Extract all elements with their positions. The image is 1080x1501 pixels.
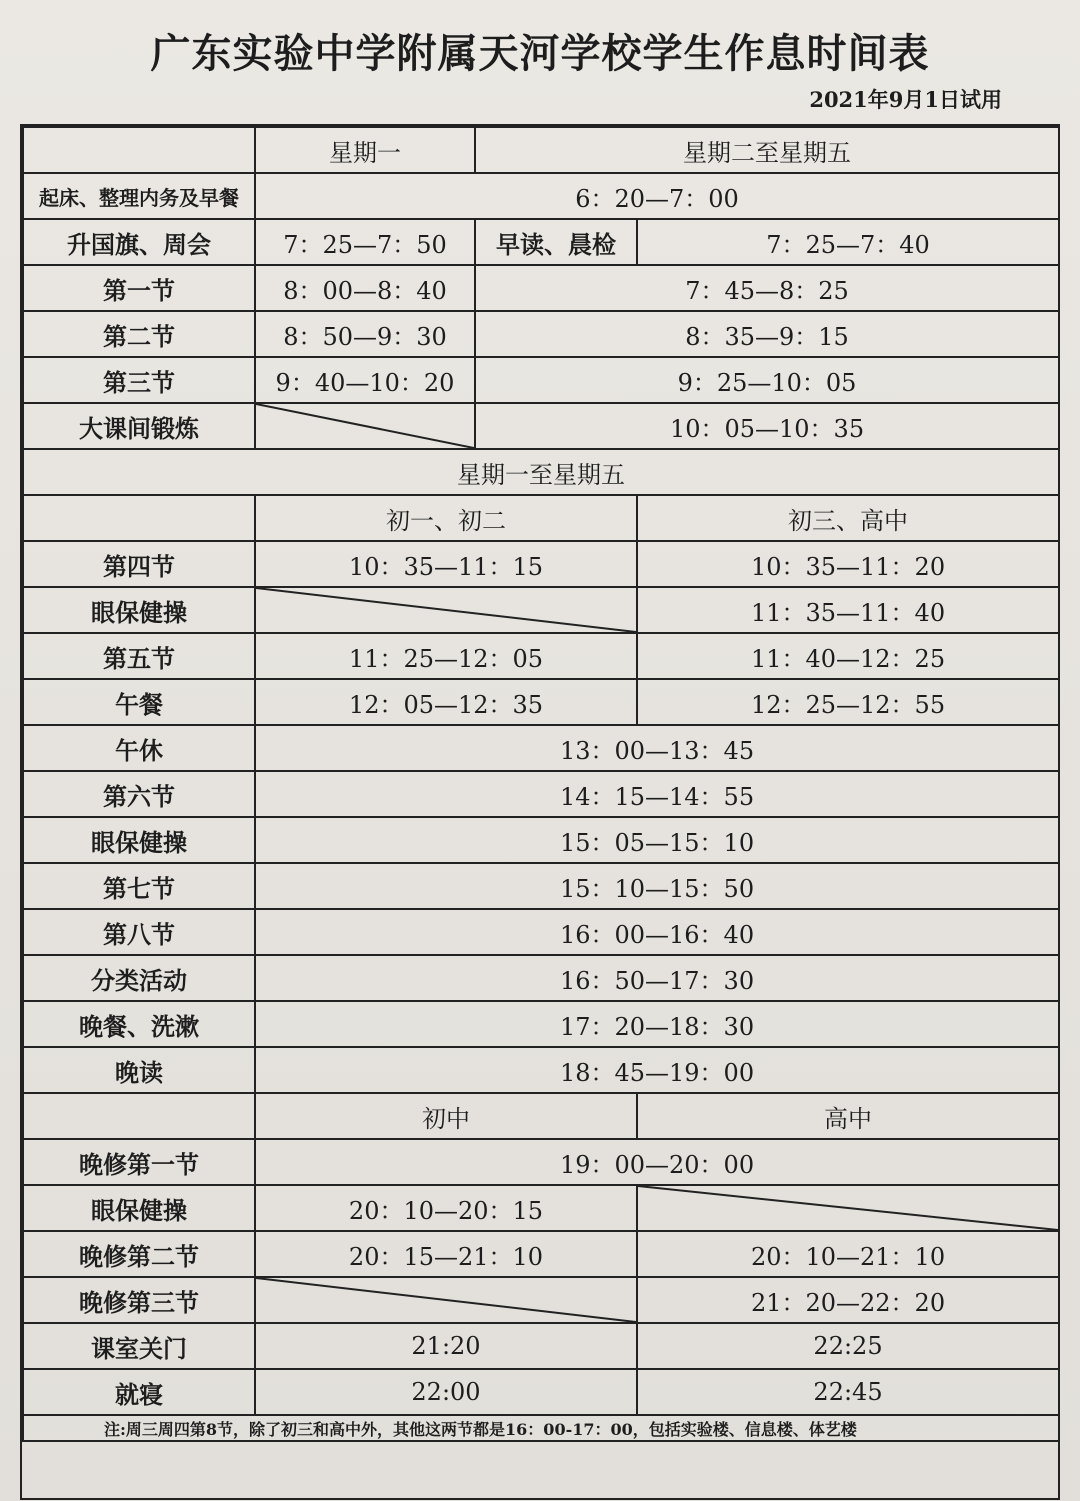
time-cell: 22:25: [637, 1323, 1059, 1369]
time-cell: 21：20—22：20: [637, 1277, 1059, 1323]
table-row: [23, 127, 1059, 173]
table-row: [23, 403, 1059, 449]
corner-cell: [23, 127, 255, 173]
row-label: 第六节: [23, 771, 255, 817]
time-cell: 7：25—7：50: [255, 219, 475, 265]
time-cell: 20：15—21：10: [255, 1231, 637, 1277]
time-cell: 10：35—11：20: [637, 541, 1059, 587]
row-label: 晚餐、洗漱: [23, 1001, 255, 1047]
table-row: [23, 633, 1059, 679]
trial-date: 2021年9月1日试用: [809, 87, 1002, 112]
empty-slash-cell: [255, 1277, 637, 1323]
time-cell: 16：50—17：30: [255, 955, 1059, 1001]
footnote: 注:周三周四第8节，除了初三和高中外，其他这两节都是16：00-17：00，包括实验楼、信息楼、体艺楼: [23, 1415, 1059, 1441]
table-row: [23, 1093, 1059, 1139]
table-row: [23, 1047, 1059, 1093]
row-label: 就寝: [23, 1369, 255, 1415]
time-cell: 10：05—10：35: [475, 403, 1059, 449]
empty-slash-cell: [255, 587, 637, 633]
table-row: [23, 173, 1059, 219]
time-cell: 20：10—21：10: [637, 1231, 1059, 1277]
page-title: 广东实验中学附属天河学校学生作息时间表: [150, 30, 930, 77]
time-cell: 10：35—11：15: [255, 541, 637, 587]
header-junior: 初中: [255, 1093, 637, 1139]
row-label: 眼保健操: [23, 587, 255, 633]
time-cell: 16：00—16：40: [255, 909, 1059, 955]
time-cell: 22:45: [637, 1369, 1059, 1415]
corner-cell: [23, 1093, 255, 1139]
row-label: 第二节: [23, 311, 255, 357]
table-row: [23, 909, 1059, 955]
table-row: [23, 1369, 1059, 1415]
section-heading: 星期一至星期五: [23, 449, 1059, 495]
table-row: [23, 863, 1059, 909]
empty-slash-cell: [637, 1185, 1059, 1231]
header-senior: 高中: [637, 1093, 1059, 1139]
time-cell: 19：00—20：00: [255, 1139, 1059, 1185]
time-cell: 12：25—12：55: [637, 679, 1059, 725]
time-cell: 6：20—7：00: [255, 173, 1059, 219]
table-row: [23, 1001, 1059, 1047]
time-cell: 8：50—9：30: [255, 311, 475, 357]
table-row: [23, 771, 1059, 817]
header-grade3-hs: 初三、高中: [637, 495, 1059, 541]
table-row: [23, 1415, 1059, 1441]
row-label: 晚修第一节: [23, 1139, 255, 1185]
row-label: 晚读: [23, 1047, 255, 1093]
row-label: 第八节: [23, 909, 255, 955]
row-label: 分类活动: [23, 955, 255, 1001]
row-label: 早读、晨检: [475, 219, 637, 265]
time-cell: 11：25—12：05: [255, 633, 637, 679]
table-row: [23, 219, 1059, 265]
time-cell: 15：10—15：50: [255, 863, 1059, 909]
table-row: [23, 449, 1059, 495]
table-row: [23, 265, 1059, 311]
time-cell: 11：40—12：25: [637, 633, 1059, 679]
header-grade12: 初一、初二: [255, 495, 637, 541]
time-cell: 17：20—18：30: [255, 1001, 1059, 1047]
time-cell: 20：10—20：15: [255, 1185, 637, 1231]
time-cell: 7：45—8：25: [475, 265, 1059, 311]
row-label: 午休: [23, 725, 255, 771]
table-row: [23, 495, 1059, 541]
row-label: 课室关门: [23, 1323, 255, 1369]
time-cell: 8：35—9：15: [475, 311, 1059, 357]
schedule-table: [20, 124, 1060, 1500]
table-row: [23, 1185, 1059, 1231]
row-label: 第四节: [23, 541, 255, 587]
row-label: 起床、整理内务及早餐: [23, 173, 255, 219]
table-row: [23, 817, 1059, 863]
time-cell: 14：15—14：55: [255, 771, 1059, 817]
time-cell: 15：05—15：10: [255, 817, 1059, 863]
row-label: 第一节: [23, 265, 255, 311]
table-row: [23, 1323, 1059, 1369]
table-row: [23, 679, 1059, 725]
row-label: 大课间锻炼: [23, 403, 255, 449]
time-cell: 9：40—10：20: [255, 357, 475, 403]
time-cell: 12：05—12：35: [255, 679, 637, 725]
time-cell: 8：00—8：40: [255, 265, 475, 311]
time-cell: 21:20: [255, 1323, 637, 1369]
empty-slash-cell: [255, 403, 475, 449]
row-label: 第五节: [23, 633, 255, 679]
row-label: 眼保健操: [23, 817, 255, 863]
table-row: [23, 587, 1059, 633]
row-label: 晚修第二节: [23, 1231, 255, 1277]
table-row: [23, 311, 1059, 357]
table-row: [23, 541, 1059, 587]
time-cell: 22:00: [255, 1369, 637, 1415]
table-row: [23, 725, 1059, 771]
header-monday: 星期一: [255, 127, 475, 173]
table-row: [23, 1139, 1059, 1185]
table-row: [23, 357, 1059, 403]
corner-cell: [23, 495, 255, 541]
row-label: 眼保健操: [23, 1185, 255, 1231]
table-row: [23, 955, 1059, 1001]
schedule-grid: [22, 126, 1060, 1442]
time-cell: 11：35—11：40: [637, 587, 1059, 633]
time-cell: 7：25—7：40: [637, 219, 1059, 265]
row-label: 第三节: [23, 357, 255, 403]
header-tue-fri: 星期二至星期五: [475, 127, 1059, 173]
time-cell: 9：25—10：05: [475, 357, 1059, 403]
table-row: [23, 1231, 1059, 1277]
time-cell: 13：00—13：45: [255, 725, 1059, 771]
row-label: 升国旗、周会: [23, 219, 255, 265]
row-label: 第七节: [23, 863, 255, 909]
time-cell: 18：45—19：00: [255, 1047, 1059, 1093]
table-row: [23, 1277, 1059, 1323]
row-label: 午餐: [23, 679, 255, 725]
row-label: 晚修第三节: [23, 1277, 255, 1323]
